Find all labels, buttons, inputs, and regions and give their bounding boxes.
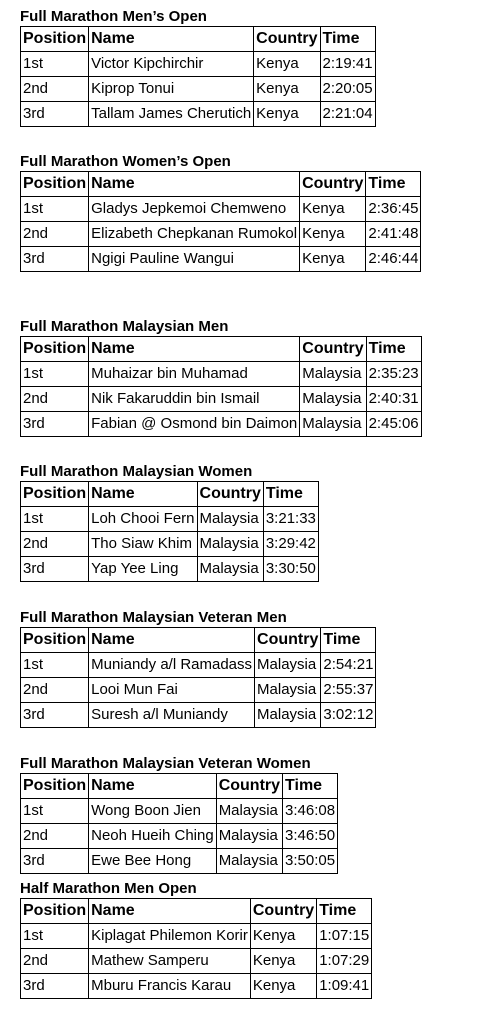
section-title: Full Marathon Women’s Open [20,153,231,170]
country-cell: Malaysia [216,799,282,824]
results-table [20,773,338,874]
time-cell: 2:35:23 [366,362,421,387]
table-row [21,222,421,247]
time-cell: 2:36:45 [366,197,421,222]
section-malaysian-women [20,463,319,582]
column-header-name: Name [89,27,254,52]
country-cell: Malaysia [255,678,321,703]
table-row [21,653,376,678]
results-table [20,26,376,127]
time-cell: 3:46:50 [283,824,338,849]
column-header-country: Country [254,27,320,52]
table-row [21,703,376,728]
column-header-country: Country [300,172,366,197]
table-row [21,974,372,999]
table-row [21,924,372,949]
position-cell: 1st [21,507,89,532]
country-cell: Kenya [300,197,366,222]
column-header-name: Name [89,628,255,653]
table-row [21,678,376,703]
section-title: Full Marathon Malaysian Women [20,463,253,480]
country-cell: Malaysia [255,703,321,728]
column-header-country: Country [300,337,366,362]
section-title: Full Marathon Men’s Open [20,8,207,25]
position-cell: 1st [21,653,89,678]
position-cell: 3rd [21,974,89,999]
column-header-time: Time [366,172,421,197]
column-header-time: Time [366,337,421,362]
table-row [21,247,421,272]
time-cell: 2:41:48 [366,222,421,247]
table-row [21,949,372,974]
position-cell: 2nd [21,949,89,974]
country-cell: Kenya [300,247,366,272]
time-cell: 2:55:37 [321,678,376,703]
country-cell: Kenya [254,52,320,77]
results-table [20,481,319,582]
country-cell: Malaysia [300,362,366,387]
section-malaysian-veteran-women [20,755,338,874]
table-header-row [21,27,376,52]
table-row [21,532,319,557]
column-header-position: Position [21,628,89,653]
country-cell: Kenya [250,974,316,999]
column-header-time: Time [283,774,338,799]
position-cell: 1st [21,52,89,77]
name-cell: Ewe Bee Hong [89,849,217,874]
table-row [21,824,338,849]
time-cell: 2:40:31 [366,387,421,412]
results-table [20,171,421,272]
name-cell: Yap Yee Ling [89,557,197,582]
name-cell: Kiprop Tonui [89,77,254,102]
time-cell: 2:45:06 [366,412,421,437]
name-cell: Looi Mun Fai [89,678,255,703]
position-cell: 3rd [21,557,89,582]
time-cell: 3:29:42 [263,532,318,557]
column-header-time: Time [320,27,375,52]
section-malaysian-men [20,318,422,437]
column-header-name: Name [89,482,197,507]
name-cell: Ngigi Pauline Wangui [89,247,300,272]
column-header-country: Country [255,628,321,653]
time-cell: 3:21:33 [263,507,318,532]
name-cell: Kiplagat Philemon Korir [89,924,251,949]
name-cell: Loh Chooi Fern [89,507,197,532]
time-cell: 2:21:04 [320,102,375,127]
section-title: Full Marathon Malaysian Veteran Men [20,609,287,626]
table-header-row [21,482,319,507]
position-cell: 1st [21,799,89,824]
time-cell: 2:54:21 [321,653,376,678]
section-women-open [20,153,421,272]
country-cell: Malaysia [216,849,282,874]
country-cell: Malaysia [197,557,263,582]
column-header-name: Name [89,774,217,799]
column-header-time: Time [317,899,372,924]
country-cell: Malaysia [300,387,366,412]
position-cell: 2nd [21,678,89,703]
name-cell: Victor Kipchirchir [89,52,254,77]
position-cell: 3rd [21,703,89,728]
time-cell: 1:09:41 [317,974,372,999]
country-cell: Kenya [254,102,320,127]
section-half-men-open [20,880,372,999]
results-table [20,627,376,728]
position-cell: 2nd [21,532,89,557]
table-row [21,557,319,582]
column-header-time: Time [321,628,376,653]
position-cell: 3rd [21,102,89,127]
table-row [21,77,376,102]
section-men-open [20,8,376,127]
name-cell: Fabian @ Osmond bin Daimon [89,412,300,437]
column-header-position: Position [21,774,89,799]
column-header-name: Name [89,337,300,362]
name-cell: Mathew Samperu [89,949,251,974]
position-cell: 2nd [21,387,89,412]
table-row [21,102,376,127]
country-cell: Malaysia [197,507,263,532]
section-title: Half Marathon Men Open [20,880,197,897]
column-header-name: Name [89,899,251,924]
name-cell: Nik Fakaruddin bin Ismail [89,387,300,412]
section-malaysian-veteran-men [20,609,376,728]
table-header-row [21,774,338,799]
time-cell: 3:50:05 [283,849,338,874]
position-cell: 2nd [21,824,89,849]
country-cell: Malaysia [216,824,282,849]
name-cell: Wong Boon Jien [89,799,217,824]
table-row [21,197,421,222]
time-cell: 3:30:50 [263,557,318,582]
table-row [21,387,422,412]
table-header-row [21,337,422,362]
table-header-row [21,899,372,924]
country-cell: Kenya [300,222,366,247]
name-cell: Gladys Jepkemoi Chemweno [89,197,300,222]
position-cell: 1st [21,362,89,387]
time-cell: 3:02:12 [321,703,376,728]
country-cell: Malaysia [255,653,321,678]
time-cell: 1:07:15 [317,924,372,949]
country-cell: Kenya [250,924,316,949]
table-row [21,849,338,874]
name-cell: Tho Siaw Khim [89,532,197,557]
name-cell: Muniandy a/l Ramadass [89,653,255,678]
position-cell: 2nd [21,222,89,247]
column-header-country: Country [197,482,263,507]
table-row [21,412,422,437]
column-header-country: Country [216,774,282,799]
position-cell: 2nd [21,77,89,102]
column-header-position: Position [21,27,89,52]
position-cell: 3rd [21,849,89,874]
country-cell: Kenya [250,949,316,974]
name-cell: Tallam James Cherutich [89,102,254,127]
section-title: Full Marathon Malaysian Men [20,318,229,335]
column-header-country: Country [250,899,316,924]
column-header-position: Position [21,172,89,197]
table-header-row [21,628,376,653]
name-cell: Mburu Francis Karau [89,974,251,999]
table-row [21,507,319,532]
results-table [20,898,372,999]
name-cell: Neoh Hueih Ching [89,824,217,849]
time-cell: 2:20:05 [320,77,375,102]
time-cell: 1:07:29 [317,949,372,974]
time-cell: 2:19:41 [320,52,375,77]
table-row [21,362,422,387]
name-cell: Muhaizar bin Muhamad [89,362,300,387]
table-row [21,52,376,77]
time-cell: 2:46:44 [366,247,421,272]
table-header-row [21,172,421,197]
name-cell: Suresh a/l Muniandy [89,703,255,728]
country-cell: Malaysia [197,532,263,557]
column-header-position: Position [21,482,89,507]
section-title: Full Marathon Malaysian Veteran Women [20,755,311,772]
column-header-position: Position [21,899,89,924]
country-cell: Malaysia [300,412,366,437]
time-cell: 3:46:08 [283,799,338,824]
results-table [20,336,422,437]
position-cell: 3rd [21,247,89,272]
column-header-name: Name [89,172,300,197]
position-cell: 1st [21,197,89,222]
column-header-time: Time [263,482,318,507]
name-cell: Elizabeth Chepkanan Rumokol [89,222,300,247]
column-header-position: Position [21,337,89,362]
country-cell: Kenya [254,77,320,102]
position-cell: 3rd [21,412,89,437]
position-cell: 1st [21,924,89,949]
table-row [21,799,338,824]
